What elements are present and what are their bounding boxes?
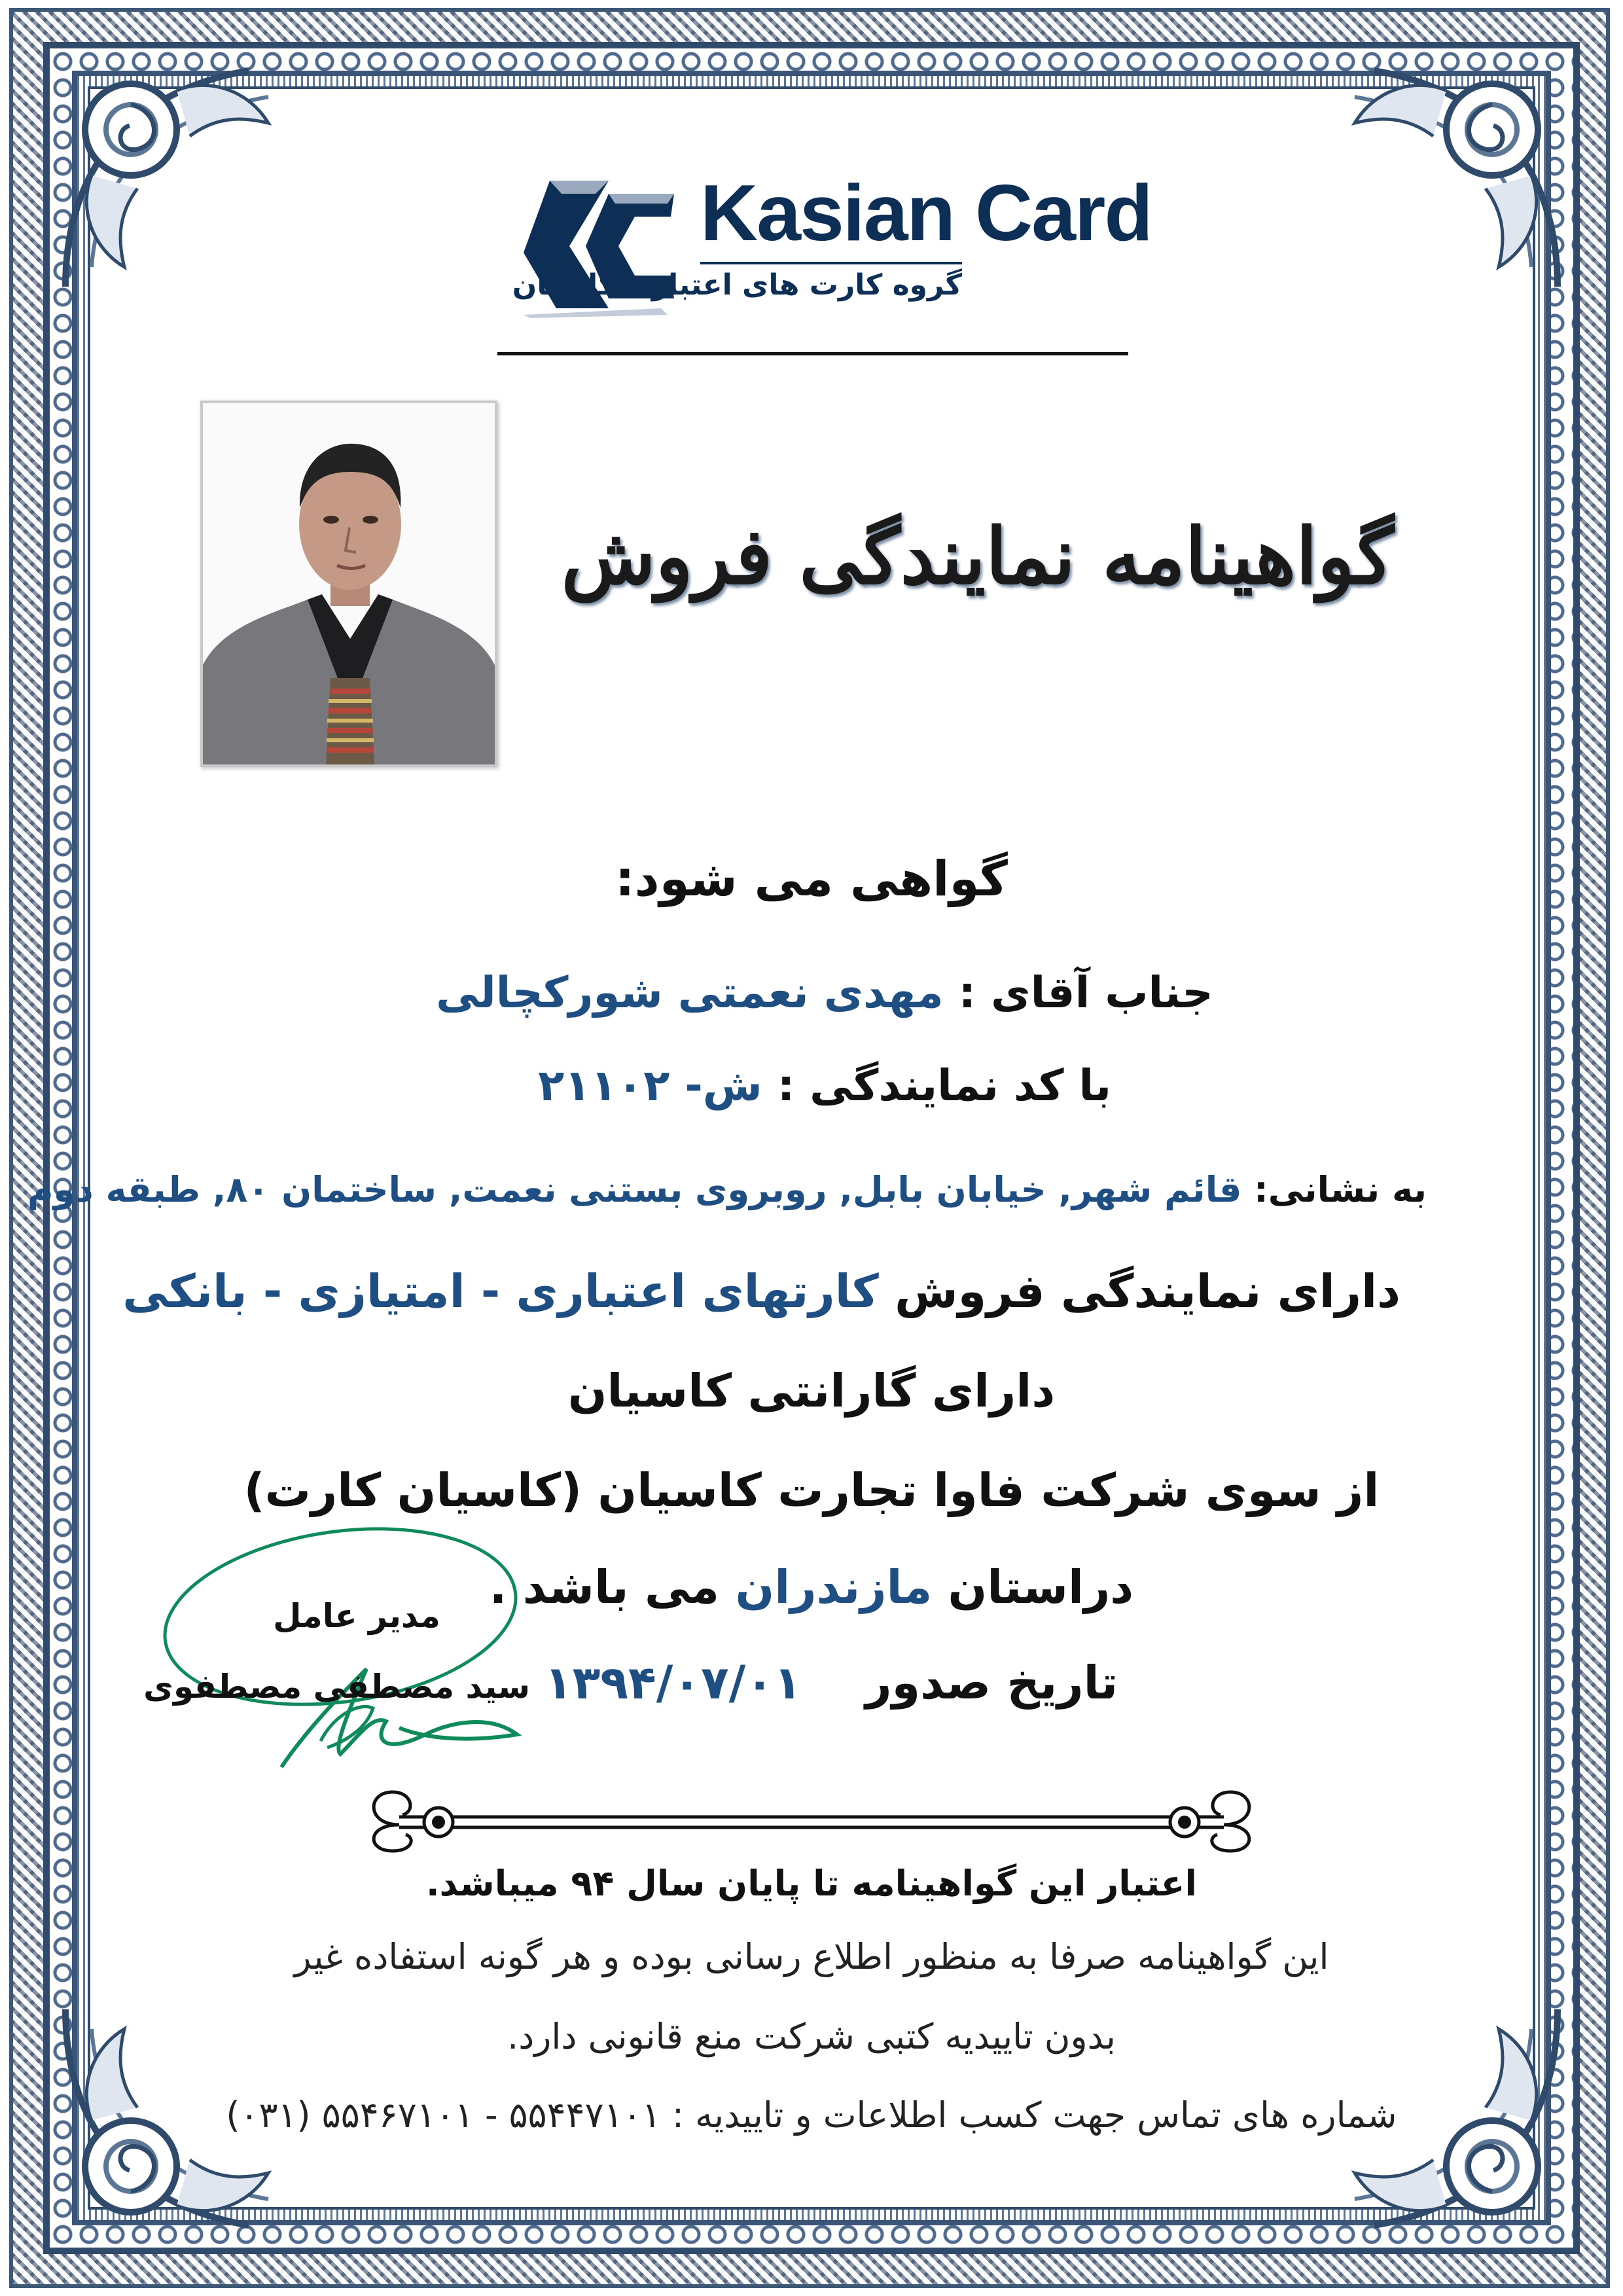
address-value: قائم شهر, خیابان بابل, روبروی بستنی نعمت, ساختمان ۸۰, طبقه دوم	[27, 1169, 1242, 1210]
address-line	[27, 1169, 1427, 1210]
issue-date-label: تاریخ صدور	[865, 1656, 1118, 1710]
corner-ornament-top-right	[1322, 51, 1571, 300]
representative-code: ش- ۲۱۱۰۲	[537, 1060, 762, 1111]
name-label: جناب آقای :	[958, 967, 1213, 1018]
name-line	[366, 967, 1283, 1018]
signer-name: سید مصطفی مصطفوی	[143, 1668, 530, 1706]
usage-note-line-1: این گواهینامه صرفا به منظور اطلاع رسانی بوده و هر گونه استفاده غیر	[294, 1936, 1329, 1977]
province-name: مازندران	[735, 1560, 933, 1614]
issuer-line: از سوی شرکت فاوا تجارت کاسیان (کاسیان کارت)	[243, 1463, 1380, 1517]
address-label: به نشانی:	[1254, 1169, 1427, 1210]
province-prefix: دراستان	[948, 1560, 1134, 1614]
validity-note: اعتبار این گواهینامه تا پایان سال ۹۴ میباشد.	[425, 1863, 1198, 1904]
scroll-divider	[353, 1785, 1270, 1857]
certify-heading: گواهی می شود:	[615, 851, 1008, 907]
usage-note-line-2: بدون تاییدیه کتبی شرکت منع قانونی دارد.	[507, 2016, 1116, 2057]
sales-cards: کارتهای اعتباری - امتیازی - بانکی	[122, 1265, 879, 1318]
brand-name: Kasian Card	[700, 168, 1152, 257]
sales-prefix: دارای نمایندگی فروش	[895, 1265, 1400, 1318]
guarantee-line: دارای گارانتی کاسیان	[567, 1364, 1056, 1418]
portrait-image	[203, 403, 495, 764]
signer-role: مدیر عامل	[273, 1597, 440, 1635]
contact-line	[190, 2094, 1433, 2136]
representative-name: مهدی نعمتی شورکچالی	[436, 967, 944, 1018]
brand-tagline: گروه کارت های اعتباری کاسیان	[512, 268, 962, 302]
code-line	[393, 1060, 1257, 1111]
contact-label: شماره های تماس جهت کسب اطلاعات و تاییدیه :	[671, 2094, 1397, 2136]
corner-ornament-top-left	[52, 51, 301, 300]
issue-date-line	[537, 1656, 1126, 1710]
issue-date-value: ۱۳۹۴/۰۷/۰۱	[544, 1656, 802, 1710]
logo-underline	[700, 262, 962, 264]
certificate-title: گواهینامه نمایندگی فروش	[561, 511, 1394, 601]
province-suffix: می باشد .	[489, 1560, 720, 1614]
sales-line	[122, 1265, 1400, 1318]
contact-numbers: ۵۵۴۴۷۱۰۱ - ۵۵۴۶۷۱۰۱ (۰۳۱)	[226, 2094, 661, 2136]
representative-photo	[200, 401, 497, 767]
company-logo	[510, 164, 1152, 321]
code-label: با کد نمایندگی :	[777, 1060, 1112, 1111]
handwritten-signature	[143, 1518, 543, 1793]
header-divider	[497, 352, 1128, 355]
